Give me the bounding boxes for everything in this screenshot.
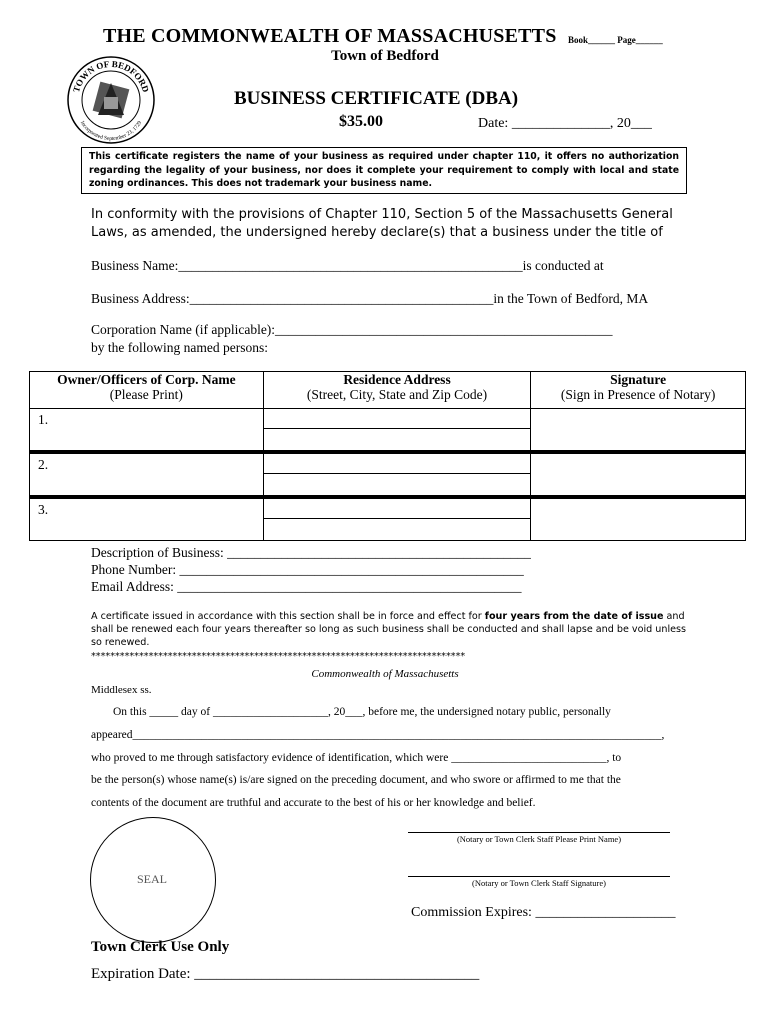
owner-name-cell[interactable]: 3. [30,498,264,541]
certificate-title: BUSINESS CERTIFICATE (DBA) [234,88,519,109]
notary-signature-label: (Notary or Town Clerk Staff Signature) [472,878,606,888]
signature-column-header: Signature (Sign in Presence of Notary) [531,372,746,409]
asterisk-divider: ****************************************************************************** [91,651,466,662]
seal-label: SEAL [137,872,167,886]
table-row [30,453,746,496]
print-name-line[interactable] [408,832,670,833]
svg-text:Incorporated September 23, 172 [79,120,143,142]
business-name-field[interactable]: Business Name:___________________________________________________is conducted at [91,258,604,273]
truthful-contents-line: contents of the document are truthful and accurate to the best of his or her knowledge and belief. [91,797,536,809]
residence-address-cell[interactable] [263,409,531,451]
residence-address-cell[interactable] [263,498,531,541]
county-label: Middlesex ss. [91,684,152,696]
signature-cell[interactable] [531,409,746,451]
identification-line[interactable]: who proved to me through satisfactory evidence of identification, which were ___________________________, to [91,752,622,764]
certificate-validity-text: A certificate issued in accordance with this section shall be in force and effect for four years from the date of issue and shall be renewed each four years thereafter so long as such business shall be conducted and shall lapse and be void unless so renewed. [91,611,687,648]
owners-table [29,371,746,541]
signature-cell[interactable] [531,453,746,496]
expiration-date-field[interactable]: Expiration Date: ______________________________________ [91,966,480,982]
notary-signature-line[interactable] [408,876,670,877]
table-header-row [30,372,746,409]
seal-bottom-text: Incorporated September 23, 1729 [78,120,144,143]
table-row [30,409,746,451]
notary-commonwealth-heading: Commonwealth of Massachusetts [311,668,459,680]
address-column-header: Residence Address (Street, City, State and Zip Code) [263,372,531,409]
fee-amount: $35.00 [339,113,383,130]
owner-column-header: Owner/Officers of Corp. Name (Please Print) [30,372,264,409]
commonwealth-heading: THE COMMONWEALTH OF MASSACHUSETTS [103,25,557,47]
town-name: Town of Bedford [331,48,439,64]
conformity-statement: In conformity with the provisions of Chapter 110, Section 5 of the Massachusetts General Laws, as amended, the undersigned hereby declare(s) that a business under the title of [91,207,673,240]
town-clerk-heading: Town Clerk Use Only [91,939,230,955]
table-row [30,498,746,541]
seal-top-text: TOWN OF BEDFORD [71,58,151,94]
business-address-field[interactable]: Business Address:_____________________________________________in the Town of Bedford, MA [91,291,649,306]
residence-address-cell[interactable] [263,453,531,496]
book-page-field[interactable]: Book______ Page______ [568,35,663,45]
town-seal-logo [66,55,156,145]
named-persons-label: by the following named persons: [91,340,268,355]
email-address-field[interactable]: Email Address: ___________________________________________________ [91,579,522,594]
date-field[interactable]: Date: ______________, 20___ [478,116,652,131]
business-description-field[interactable]: Description of Business: _____________________________________________ [91,545,531,560]
affirmation-line: be the person(s) whose name(s) is/are signed on the preceding document, and who swore or affirmed to me that the [91,774,621,786]
owner-name-cell[interactable]: 1. [30,409,264,451]
phone-number-field[interactable]: Phone Number: ___________________________________________________ [91,562,524,577]
notary-date-line[interactable]: On this _____ day of ____________________, 20___, before me, the undersigned notary public, personally [113,706,611,718]
corporation-name-field[interactable]: Corporation Name (if applicable):__________________________________________________ [91,322,613,337]
notice-box: This certificate registers the name of your business as required under chapter 110, it offers no authorization regarding the legality of your business, nor does it complete your requirement to comply with local and state zoning ordinances. This does not trademark your business name. [81,147,687,194]
signature-cell[interactable] [531,498,746,541]
appeared-line[interactable]: appeared____________________________________________________________________________________________, [91,729,665,741]
commission-expires-field[interactable]: Commission Expires: ____________________ [411,905,676,920]
print-name-label: (Notary or Town Clerk Staff Please Print Name) [456,834,622,844]
owner-name-cell[interactable]: 2. [30,453,264,496]
